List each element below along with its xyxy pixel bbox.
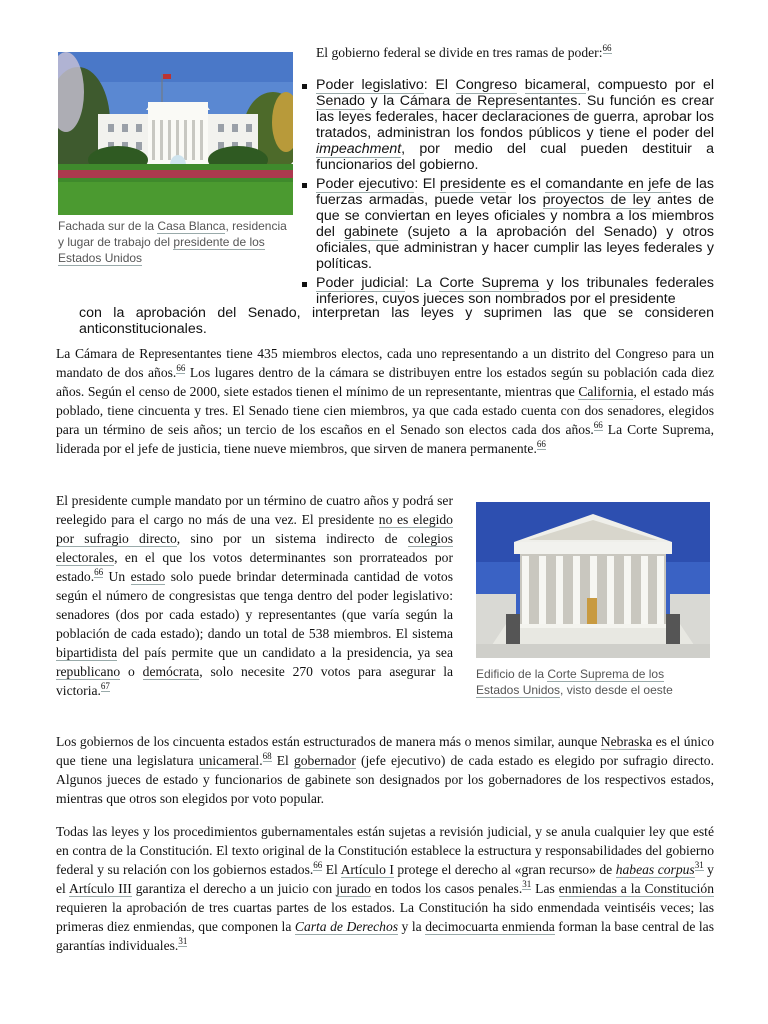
white-house-caption: Fachada sur de la Casa Blanca, residencia y lugar de trabajo del presidente de los Estados Unidos (58, 219, 287, 265)
democrata-link[interactable]: demócrata (142, 664, 200, 679)
paragraph-congress: La Cámara de Representantes tiene 435 miembros electos, cada uno representando a un distrito del Congreso para un mandato de dos años.$^{66}$ Los lugares dentro de la cámara se distribuyen entre los estados según su población cada diez años. Según el censo de 2000, siete estados tienen el mínimo de un representante, mientras que California, el estado más poblado, tiene cincuenta y tres. El Senado tiene cien miembros, ya que cada estado cuenta con dos senadores, elegidos para un término de seis años; un tercio de los escaños en el Senado son electos cada dos años.$^{66}$ La Corte Suprema, liderada por el jefe de justicia, tiene nueve miembros, que sirven de manera permanente.$^{66}$ (56, 346, 714, 456)
reference-66[interactable]: 66 (602, 43, 612, 54)
branches-list (316, 77, 714, 310)
jurado-link[interactable]: jurado (336, 881, 371, 896)
casa-blanca-link[interactable]: Casa Blanca (157, 219, 226, 233)
reference-31[interactable]: 31 (694, 860, 704, 871)
paragraph-states: Los gobiernos de los cincuenta estados están estructurados de manera más o menos similar, aunque Nebraska es el único que tiene una legislatura unicameral.$^{68}$ El gobernador (jefe ejecutivo) de cada estado es elegido por sufragio directo. Algunos jueces de estado y funcionarios de gabinete son designados por los gobernadores de los respectivos estados, mientras que otros son elegidos por voto popular. (56, 734, 714, 806)
carta-de-derechos-link[interactable]: Carta de Derechos (294, 919, 399, 934)
bipartidista-link[interactable]: bipartidista (56, 645, 118, 660)
supreme-court-photo[interactable] (476, 502, 710, 658)
articulo-i-link[interactable]: Artículo I (340, 862, 394, 877)
white-house-figure (58, 52, 293, 266)
judicial-continuation: con la aprobación del Senado, interpretan las leyes y suprimen las que se consideren anticonstitucionales. (79, 305, 714, 337)
articulo-iii-link[interactable]: Artículo III (69, 881, 132, 896)
reference-31[interactable]: 31 (178, 936, 188, 947)
reference-66[interactable]: 66 (94, 567, 104, 578)
reference-31[interactable]: 31 (522, 879, 532, 890)
proyectos-de-ley-link[interactable]: proyectos de ley (542, 192, 651, 208)
presidente-eeuu-link[interactable]: presidente de los Estados Unidos (58, 235, 265, 265)
decimocuarta-enmienda-link[interactable]: decimocuarta enmienda (425, 919, 555, 934)
paragraph-constitution: Todas las leyes y los procedimientos gubernamentales están sujetas a revisión judicial, y se anula cualquier ley que esté en contra de la Constitución. El texto original de la Constitución establece la estructura y responsabilidades del gobierno federal y su relación con los gobiernos estados.$^{66}$ El Artículo I protege el derecho al «gran recurso» de habeas corpus$^{31}$ y el Artículo III garantiza el derecho a un juicio con jurado en todos los casos penales.$^{31}$ Las enmiendas a la Constitución requieren la aprobación de tres cuartas partes de los estados. La Constitución ha sido enmendada veintiséis veces; las primeras diez enmiendas, que componen la Carta de Derechos y la decimocuarta enmienda forman la base central de las garantías individuales.$^{31}$ (56, 824, 714, 953)
poder-ejecutivo-link[interactable]: Poder ejecutivo (316, 176, 415, 192)
reference-66[interactable]: 66 (593, 420, 603, 431)
republicano-link[interactable]: republicano (56, 664, 121, 679)
impeachment-link[interactable]: impeachment (316, 141, 402, 157)
unicameral-link[interactable]: unicameral (198, 753, 260, 768)
nebraska-link[interactable]: Nebraska (600, 734, 653, 749)
poder-legislativo-link[interactable]: Poder legislativo (316, 77, 424, 93)
list-item-judicial: Poder judicial: La Corte Suprema y los tribunales federales inferiores, cuyos jueces son nombrados por el presidente (316, 275, 714, 307)
list-item-legislativo: Poder legislativo: El Congreso bicameral, compuesto por el Senado y la Cámara de Representantes. Su función es crear las leyes federales, hacer declaraciones de guerra, aprobar los tratados, administran los fondos públicos y tiene el poder del impeachment, por medio del cual pueden destituir a funcionarios del gobierno. (316, 77, 714, 173)
poder-judicial-link[interactable]: Poder judicial (316, 275, 405, 291)
bicameral-link[interactable]: bicameral (524, 77, 587, 93)
camara-representantes-link[interactable]: Cámara de Representantes (399, 93, 578, 109)
presidente-link[interactable]: presidente (439, 176, 507, 192)
corte-suprema-eeuu-link[interactable]: Corte Suprema de los Estados Unidos (476, 667, 665, 697)
sufragio-directo-link[interactable]: no es elegido por sufragio directo (56, 512, 453, 546)
list-item-ejecutivo: Poder ejecutivo: El presidente es el comandante en jefe de las fuerzas armadas, puede vetar los proyectos de ley antes de que se conviertan en leyes oficiales y nombra a los miembros del gabinete (sujeto a la aprobación del Senado) y otros oficiales, que administran y hacer cumplir las leyes federales y políticas. (316, 176, 714, 272)
supreme-court-figure (476, 502, 710, 698)
colegios-electorales-link[interactable]: colegios electorales (56, 531, 453, 565)
branches-intro: El gobierno federal se divide en tres ramas de poder:$^{66}$ (316, 43, 612, 60)
habeas-corpus-link[interactable]: habeas corpus (615, 862, 695, 877)
comandante-en-jefe-link[interactable]: comandante en jefe (545, 176, 672, 192)
california-link[interactable]: California (578, 384, 634, 399)
white-house-photo[interactable] (58, 52, 293, 215)
reference-66[interactable]: 66 (313, 860, 323, 871)
corte-suprema-link[interactable]: Corte Suprema (439, 275, 540, 291)
reference-66[interactable]: 66 (536, 439, 546, 450)
gabinete-link[interactable]: gabinete (344, 224, 399, 240)
reference-68[interactable]: 68 (262, 751, 272, 762)
enmiendas-link[interactable]: enmiendas a la Constitución (558, 881, 714, 896)
gobernador-link[interactable]: gobernador (293, 753, 356, 768)
supreme-court-caption: Edificio de la Corte Suprema de los Estados Unidos, visto desde el oeste (476, 667, 673, 697)
senado-link[interactable]: Senado (316, 93, 365, 109)
paragraph-president: El presidente cumple mandato por un término de cuatro años y podrá ser reelegido para el cargo no más de una vez. El presidente no es elegido por sufragio directo, sino por un sistema indirecto de colegios electorales, en el que los votos determinantes son prorrateados por estado.$^{66}$ Un estado solo puede brindar determinada cantidad de votos según el número de congresistas que tenga dentro del poder legislativo: senadores (dos por cada estado) y representantes (que varía según la población de cada estado); dando un total de 538 miembros. El sistema bipartidista del país permite que un candidato a la presidencia, ya sea republicano o demócrata, solo necesite 270 votos para asegurar la victoria.$^{67}$ (56, 493, 453, 698)
estado-link[interactable]: estado (130, 569, 166, 584)
reference-67[interactable]: 67 (100, 681, 110, 692)
congreso-link[interactable]: Congreso (455, 77, 518, 93)
reference-66[interactable]: 66 (176, 363, 186, 374)
